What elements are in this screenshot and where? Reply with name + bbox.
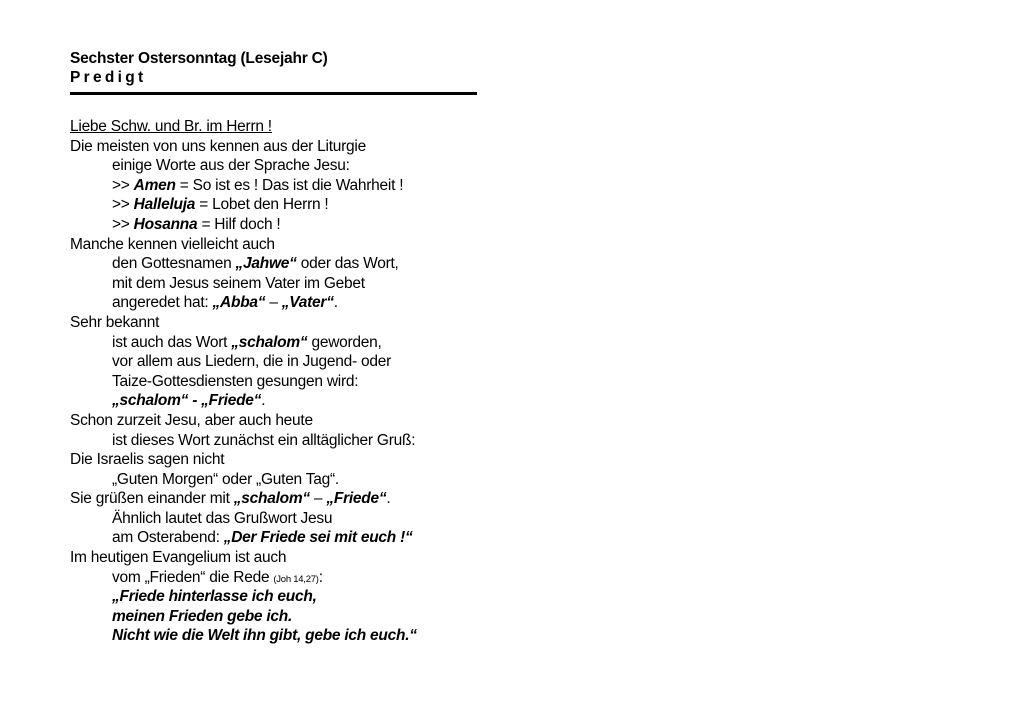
text-line — [70, 587, 530, 607]
text-segment: angeredet hat: — [112, 294, 213, 312]
text-line — [70, 156, 530, 176]
text-segment: : — [318, 568, 323, 586]
text-segment: >> — [112, 215, 134, 233]
text-line — [70, 607, 530, 627]
text-line — [70, 215, 530, 235]
text-segment: oder das Wort, — [296, 255, 399, 273]
emphasized-text: „Jahwe“ — [235, 255, 297, 273]
text-segment: >> — [112, 196, 134, 214]
text-segment: – — [265, 294, 282, 312]
text-segment: = Hilf doch ! — [197, 215, 281, 233]
text-segment: Taize-Gottesdiensten gesungen wird: — [112, 372, 359, 390]
text-line — [70, 313, 530, 333]
text-segment: am Osterabend: — [112, 529, 224, 547]
text-segment: = So ist es ! Das ist die Wahrheit ! — [175, 176, 404, 194]
emphasized-text: „Vater“ — [281, 294, 334, 312]
text-segment: = Lobet den Herrn ! — [195, 196, 329, 214]
document-subtitle: Predigt — [70, 69, 147, 86]
text-segment: „Guten Morgen“ oder „Guten Tag“. — [112, 470, 339, 488]
text-segment: den Gottesnamen — [112, 255, 236, 273]
text-line — [70, 548, 530, 568]
document-page — [70, 49, 530, 646]
text-line — [70, 509, 530, 529]
scripture-reference: (Joh 14,27) — [273, 573, 319, 585]
text-line — [70, 254, 530, 274]
text-line — [70, 450, 530, 470]
text-segment: mit dem Jesus seinem Vater im Gebet — [112, 274, 365, 292]
text-line — [70, 411, 530, 431]
text-line — [70, 372, 530, 392]
text-line — [70, 274, 530, 294]
text-segment: geworden, — [307, 333, 382, 351]
text-line — [70, 137, 530, 157]
text-segment: . — [386, 490, 391, 508]
emphasized-text: Hosanna — [133, 215, 198, 233]
text-line — [70, 528, 530, 548]
text-line — [70, 568, 530, 588]
text-segment: Die Israelis sagen nicht — [70, 451, 225, 469]
text-line — [70, 235, 530, 255]
text-segment: . — [261, 392, 266, 410]
text-segment: >> — [112, 176, 134, 194]
text-line — [70, 626, 530, 646]
emphasized-text: „Der Friede sei mit euch !“ — [223, 529, 413, 547]
emphasized-text: „Friede hinterlasse ich euch, — [112, 588, 317, 606]
text-line — [70, 352, 530, 372]
text-line — [70, 293, 530, 313]
text-segment: Schon zurzeit Jesu, aber auch heute — [70, 411, 313, 429]
text-line — [70, 176, 530, 196]
salutation-text: Liebe Schw. und Br. im Herrn ! — [70, 118, 272, 135]
text-line — [70, 333, 530, 353]
text-segment: ist auch das Wort — [112, 333, 232, 351]
emphasized-text: „schalom“ — [231, 333, 308, 351]
text-segment: ist dieses Wort zunächst ein alltäglicher Gruß: — [112, 431, 416, 449]
text-segment: Manche kennen vielleicht auch — [70, 235, 275, 253]
emphasized-text: „schalom“ - „Friede“ — [112, 392, 262, 410]
emphasized-text: „schalom“ — [233, 490, 310, 508]
text-segment: vom „Frieden“ die Rede — [112, 568, 274, 586]
text-line — [70, 195, 530, 215]
text-segment: Im heutigen Evangelium ist auch — [70, 549, 287, 567]
text-segment: Sie grüßen einander mit — [70, 490, 234, 508]
emphasized-text: Halleluja — [133, 196, 196, 214]
text-segment: – — [309, 490, 327, 508]
text-segment: Sehr bekannt — [70, 313, 160, 331]
document-title: Sechster Ostersonntag (Lesejahr C) — [70, 50, 328, 67]
emphasized-text: „Friede“ — [326, 490, 387, 508]
text-segment: . — [333, 294, 338, 312]
emphasized-text: „Abba“ — [212, 294, 266, 312]
text-segment: einige Worte aus der Sprache Jesu: — [112, 157, 350, 175]
sermon-text — [70, 117, 530, 646]
text-segment: vor allem aus Liedern, die in Jugend- oder — [112, 353, 392, 371]
text-line — [70, 391, 530, 411]
emphasized-text: meinen Frieden gebe ich. — [112, 607, 293, 625]
text-line — [70, 117, 530, 137]
text-line — [70, 489, 530, 509]
text-segment: Die meisten von uns kennen aus der Liturgie — [70, 137, 366, 155]
title-divider — [70, 92, 477, 95]
text-segment: Ähnlich lautet das Grußwort Jesu — [112, 509, 333, 527]
text-line — [70, 431, 530, 451]
emphasized-text: Nicht wie die Welt ihn gibt, gebe ich euch.“ — [112, 627, 417, 645]
text-line — [70, 470, 530, 490]
emphasized-text: Amen — [133, 176, 176, 194]
